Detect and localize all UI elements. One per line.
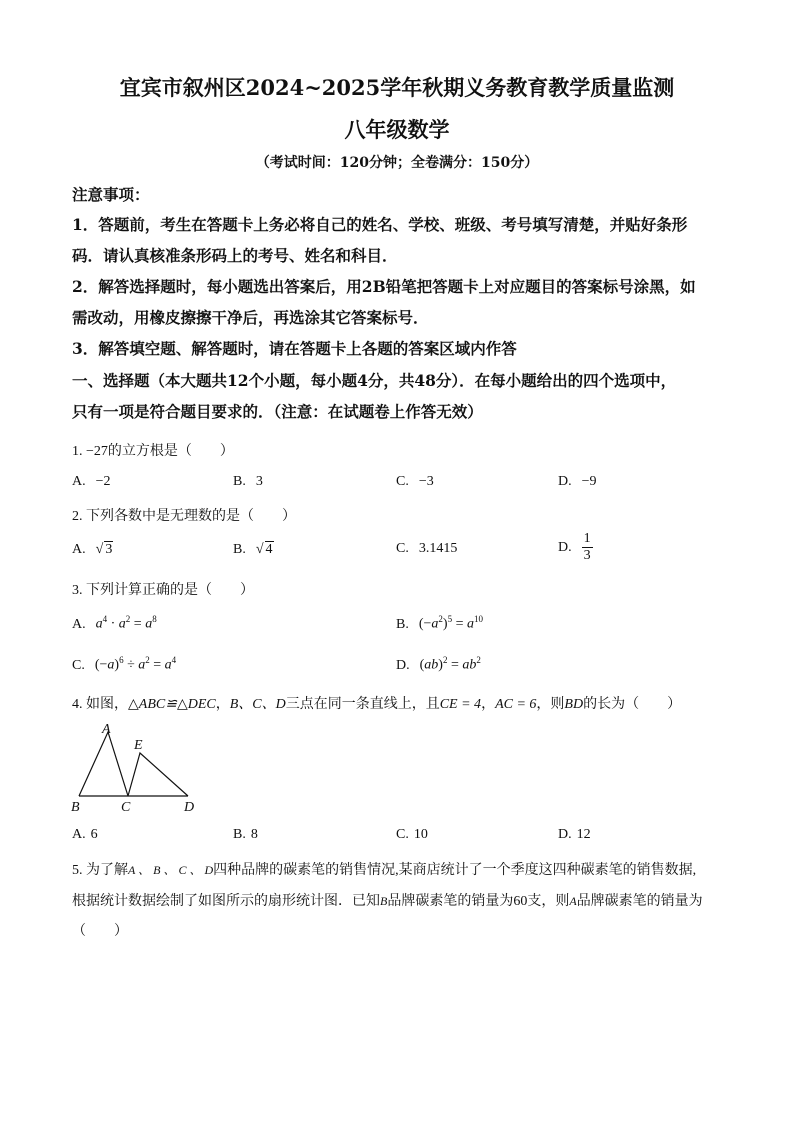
q2-option-d: D. $\frac{1}{3}$ xyxy=(558,531,591,563)
q1-option-b: B. 3 xyxy=(233,474,263,489)
question-number: 1. xyxy=(72,444,83,459)
section-1-heading-line-1: 一、选择题（本大题共12个小题，每小题4分，共48分）．在每小题给出的四个选项中， xyxy=(72,371,677,390)
label-d: D xyxy=(184,800,195,815)
q2-option-a: A. √ 3 xyxy=(72,542,113,557)
note-1-line-1: 1．答题前，考生在答题卡上务必将自己的姓名、学校、班级、考号填写清楚，并贴好条形 xyxy=(72,215,688,234)
q3-option-d: D. $(ab)^2 = ab^2$ xyxy=(396,655,481,673)
q4-triangle-figure xyxy=(66,718,216,818)
question-5-line-1: 5. 为了解A 、 B 、 C 、 D四种品牌的碳素笔的销售情况,某商店统计了一个季度这四种碳素笔的销售数据, xyxy=(72,863,697,878)
q2-text: 下列各数中是无理数的是（ ） xyxy=(86,509,296,524)
triangle-dec xyxy=(128,753,188,796)
q3-option-c: C. $(-a)^6 \div a^2 = a^4$ xyxy=(72,655,177,673)
note-1-line-2: 码．请认真核准条形码上的考号、姓名和科目． xyxy=(72,246,398,265)
q4-option-c: C. 10 xyxy=(396,827,428,842)
q1-option-c: C. −3 xyxy=(396,474,434,489)
q3-text: 下列计算正确的是（ ） xyxy=(86,583,254,598)
notes-heading: 注意事项： xyxy=(72,185,150,204)
q1-option-d: D. −9 xyxy=(558,474,597,489)
note-2-line-2: 需改动，用橡皮擦擦干净后，再选涂其它答案标号． xyxy=(72,308,429,327)
exam-info: （考试时间：120分钟；全卷满分：150分） xyxy=(255,155,539,171)
exam-subject: 八年级数学 xyxy=(344,117,450,142)
question-5-line-3: （ ） xyxy=(72,924,128,939)
question-number: 2. xyxy=(72,509,83,524)
label-e: E xyxy=(134,738,143,753)
triangle-abc xyxy=(79,732,128,796)
label-c: C xyxy=(121,800,131,815)
question-number: 3. xyxy=(72,583,83,598)
sqrt-radicand: 3 xyxy=(105,542,113,557)
q4-option-a: A. 6 xyxy=(72,827,98,842)
question-3 xyxy=(72,579,254,599)
q3-option-b: B. $(-a^2)^5 = a^{10}$ xyxy=(396,614,483,632)
q4-option-d: D. 12 xyxy=(558,827,591,842)
question-number: 4. xyxy=(72,697,83,712)
question-5-line-2: 根据统计数据绘制了如图所示的扇形统计图．已知B品牌碳素笔的销量为60支，则A品牌碳素笔的销量为 xyxy=(72,894,703,909)
question-2 xyxy=(72,505,296,525)
sqrt-radicand: 4 xyxy=(265,542,273,557)
question-4: 4. 如图，△ABC≌△DEC，B、C、D三点在同一条直线上，且CE = 4，AC = 6，则BD的长为（ ） xyxy=(72,697,682,712)
q1-text: 的立方根是（ ） xyxy=(107,444,234,459)
section-1-heading-line-2: 只有一项是符合题目要求的．（注意：在试题卷上作答无效） xyxy=(72,402,483,421)
question-number: 5. xyxy=(72,863,83,878)
label-a: A xyxy=(102,722,111,737)
q2-option-c: C. 3.1415 xyxy=(396,541,458,556)
q1-option-a: A. −2 xyxy=(72,474,111,489)
question-1 xyxy=(72,440,234,460)
note-3: 3．解答填空题、解答题时，请在答题卡上各题的答案区域内作答 xyxy=(72,339,517,358)
q3-option-a: A. $a^4 \cdot a^2 = a^8$ xyxy=(72,614,157,632)
q4-option-b: B. 8 xyxy=(233,827,258,842)
fraction: $\frac{1}{3}$ xyxy=(583,531,591,563)
label-b: B xyxy=(71,800,80,815)
exam-title: 宜宾市叙州区2024~2025学年秋期义务教育教学质量监测 xyxy=(119,75,675,100)
q4-congruence: △ABC≌△DEC xyxy=(128,697,216,712)
q1-expression: −27 xyxy=(86,444,108,459)
q2-option-b: B. √ 4 xyxy=(233,542,273,557)
note-2-line-1: 2．解答选择题时，每小题选出答案后，用2B铅笔把答题卡上对应题目的答案标号涂黑，如 xyxy=(72,277,696,296)
